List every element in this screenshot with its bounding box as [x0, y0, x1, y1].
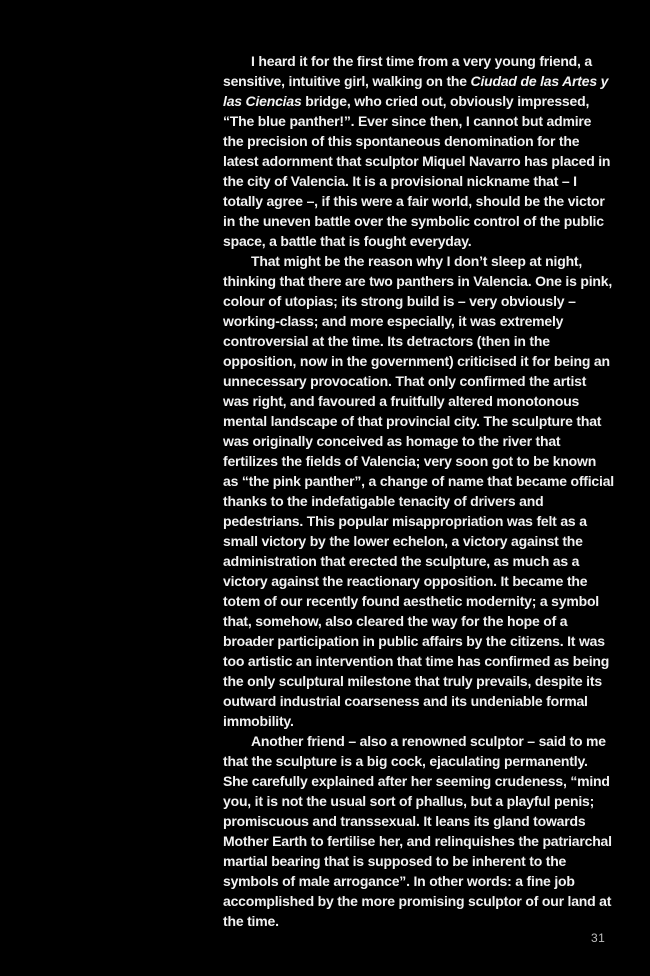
page-number: 31 — [591, 931, 606, 945]
italic-text: Ciudad de las Artes y las Ciencias — [223, 73, 609, 109]
paragraph — [223, 731, 614, 931]
body-text: That might be the reason why I don’t sleep at night, thinking that there are two panthers in Valencia. One is pink, colour of utopias; its strong build is – very obviously – working-class; and more especially, it was extremely controversial at the time. Its detractors (then in the opposition, now in the government) criticised it for being an unnecessary provocation. That only confirmed the artist was right, and favoured a fruitfully altered monotonous mental landscape of that provincial city. The sculpture that was originally conceived as homage to the river that fertilizes the fields of Valencia; very soon got to be known as “the pink panther”, a change of name that became official thanks to the indefatigable tenacity of drivers and pedestrians. This popular misappropriation was felt as a small victory by the lower echelon, a victory against the administration that erected the sculpture, as much as a victory against the reactionary opposition. It became the totem of our recently found aesthetic modernity; a symbol that, somehow, also cleared the way for the hope of a broader participation in public affairs by the citizens. It was too artistic an intervention that time has confirmed as being the only sculptural milestone that truly prevails, despite its outward industrial coarseness and its undeniable formal immobility. — [223, 253, 614, 729]
body-text: bridge, who cried out, obviously impressed, “The blue panther!”. Ever since then, I cannot but admire the precision of this spontaneous denomination for the latest adornment that sculptor Miquel Navarro has placed in the city of Valencia. It is a provisional nickname that – I totally agree –, if this were a fair world, should be the victor in the uneven battle over the symbolic control of the public space, a battle that is fought everyday. — [223, 93, 611, 249]
article-text — [223, 51, 614, 931]
body-text: I heard it for the first time from a very young friend, a sensitive, intuitive girl, walking on the — [223, 53, 592, 89]
body-text: Another friend – also a renowned sculptor – said to me that the sculpture is a big cock, ejaculating permanently. She carefully explained after her seeming crudeness, “mind you, it is not the usual sort of phallus, but a playful penis; promiscuous and transsexual. It leans its gland towards Mother Earth to fertilise her, and relinquishes the patriarchal martial bearing that is supposed to be inherent to the symbols of male arrogance”. In other words: a fine job accomplished by the more promising sculptor of our land at the time. — [223, 733, 612, 929]
paragraph — [223, 51, 614, 251]
paragraph — [223, 251, 614, 731]
